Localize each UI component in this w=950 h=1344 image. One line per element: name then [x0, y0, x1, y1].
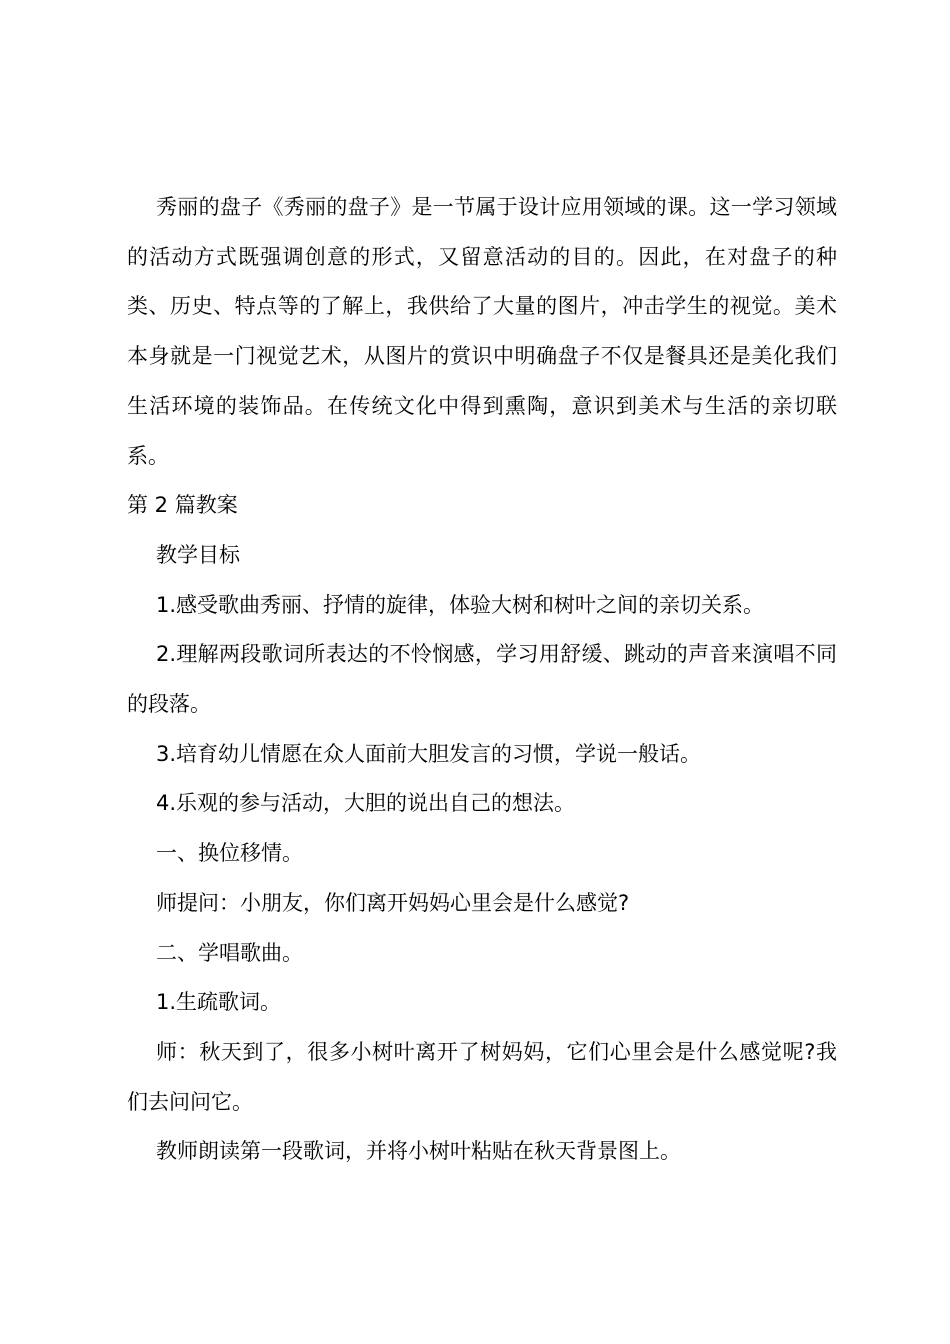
teacher-question: 师提问：小朋友，你们离开妈妈心里会是什么感觉? [156, 890, 630, 915]
section-heading: 第 2 篇教案 [127, 493, 238, 518]
intro-paragraph: 秀丽的盘子《秀丽的盘子》是一节属于设计应用领域的课。这一学习领域的活动方式既强调创意的形式，又留意活动的目的。因此，在对盘子的种类、历史、特点等的了解上，我供给了大量的图片，冲击学生的视觉。美术本身就是一门视觉艺术，从图片的赏识中明确盘子不仅是餐具还是美化我们生活环境的装饰品。在传统文化中得到熏陶，意识到美术与生活的亲切联系。 [127, 195, 837, 468]
goal-item: 4.乐观的参与活动，大胆的说出自己的想法。 [156, 791, 576, 816]
step-heading: 一、换位移情。 [156, 841, 303, 866]
sub-step: 1.生疏歌词。 [156, 990, 282, 1015]
document-page [127, 183, 837, 1177]
goal-item: 2.理解两段歌词所表达的不怜悯感，学习用舒缓、跳动的声音来演唱不同的段落。 [127, 642, 837, 717]
step-heading: 二、学唱歌曲。 [156, 940, 303, 965]
goals-title: 教学目标 [156, 542, 240, 567]
teacher-question: 师：秋天到了，很多小树叶离开了树妈妈，它们心里会是什么感觉呢?我们去问问它。 [127, 1039, 837, 1114]
goal-item: 1.感受歌曲秀丽、抒情的旋律，体验大树和树叶之间的亲切关系。 [156, 592, 765, 617]
teacher-action: 教师朗读第一段歌词，并将小树叶粘贴在秋天背景图上。 [156, 1139, 681, 1164]
goal-item: 3.培育幼儿情愿在众人面前大胆发言的习惯，学说一般话。 [156, 741, 702, 766]
